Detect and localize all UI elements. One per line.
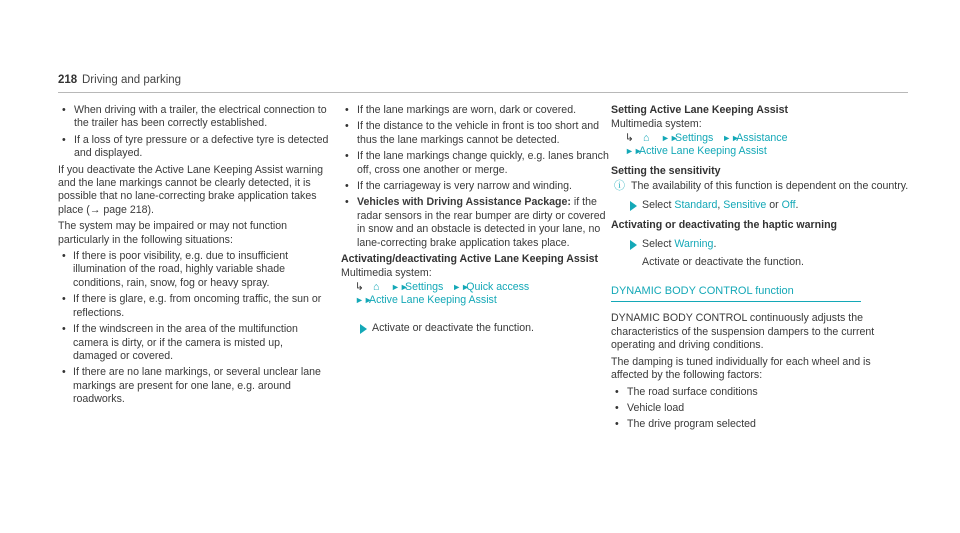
- chevron-right-icon: ►►: [391, 281, 409, 292]
- select-label: Select: [642, 199, 675, 212]
- section-heading: Activating/deactivating Active Lane Keeping Assist: [341, 253, 599, 266]
- column-2: [341, 104, 613, 339]
- list-item: • If the carriageway is very narrow and winding.: [341, 180, 613, 193]
- list-item: • If there is glare, e.g. from oncoming traffic, the sun or reflections.: [58, 293, 330, 320]
- bullet-list: [58, 250, 330, 406]
- list-item: • When driving with a trailer, the electrical connection to the trailer has been correctly established.: [58, 104, 330, 131]
- action-text: Activate or deactivate the function.: [372, 321, 534, 334]
- home-icon: ⌂: [643, 131, 650, 144]
- select-label: Select: [642, 238, 675, 251]
- option-standard[interactable]: Standard: [674, 199, 718, 212]
- list-item: • If the lane markings change quickly, e.g. lanes branch off, cross one another or merge.: [341, 150, 613, 177]
- option-sensitive[interactable]: Sensitive: [723, 199, 767, 212]
- bullet-list: [341, 104, 613, 250]
- separator: .: [795, 199, 799, 212]
- list-item: • The road surface conditions: [611, 386, 911, 399]
- separator: .: [713, 238, 717, 251]
- chevron-right-icon: ►►: [661, 132, 679, 143]
- path-lane-assist[interactable]: Active Lane Keeping Assist: [639, 145, 767, 158]
- separator: ,: [717, 199, 724, 212]
- section-title: DYNAMIC BODY CONTROL function: [611, 285, 861, 302]
- action-triangle-icon: [630, 201, 637, 211]
- separator: or: [766, 199, 782, 212]
- bullet-list-top: [58, 104, 330, 161]
- chevron-right-icon: ►►: [355, 295, 373, 306]
- action-step: [611, 199, 911, 212]
- note-text: The availability of this function is dependent on the country.: [631, 180, 909, 193]
- info-note: [611, 180, 911, 193]
- menu-path: [611, 132, 911, 145]
- path-assistance[interactable]: Assistance: [736, 131, 788, 144]
- list-item: • If the windscreen in the area of the multifunction camera is dirty, or if the camera is misted up, damaged or covered.: [58, 323, 330, 363]
- list-item: • If the distance to the vehicle in front is too short and thus the lane markings cannot be detected.: [341, 120, 613, 147]
- multimedia-label: Multimedia system:: [341, 267, 432, 280]
- path-settings[interactable]: Settings: [405, 280, 444, 293]
- action-triangle-icon: [630, 240, 637, 250]
- column-1: [58, 104, 330, 410]
- page-number: 218: [58, 74, 78, 86]
- option-off[interactable]: Off: [781, 199, 796, 212]
- page-header: [58, 74, 908, 93]
- section-name: Driving and parking: [82, 74, 182, 86]
- list-item: • If the lane markings are worn, dark or covered.: [341, 104, 613, 117]
- list-item: • If there is poor visibility, e.g. due to insufficient illumination of the road, highly variable shade conditions, rain, snow, fog or heavy spray.: [58, 250, 330, 290]
- list-item: • Vehicle load: [611, 402, 911, 415]
- action-step: [611, 238, 911, 251]
- chevron-right-icon: ►►: [452, 281, 471, 292]
- list-item: • If a loss of tyre pressure or a defective tyre is detected and displayed.: [58, 134, 330, 161]
- menu-path: [341, 281, 613, 294]
- multimedia-label: Multimedia system:: [611, 118, 702, 131]
- paragraph: The system may be impaired or may not function particularly in the following situations:: [58, 220, 288, 246]
- option-warning[interactable]: Warning: [674, 238, 714, 251]
- package-label: Vehicles with Driving Assistance Package:: [357, 196, 571, 209]
- paragraph: If you deactivate the Active Lane Keeping Assist warning and the lane markings cannot be clearly detected, it is possible that no lane-correcting brake application takes place (→ page 218).: [58, 163, 324, 216]
- return-arrow-icon: ↳: [625, 131, 634, 144]
- list-item: • The drive program selected: [611, 418, 911, 431]
- paragraph: The damping is tuned individually for each wheel and is affected by the following factors:: [611, 355, 871, 382]
- list-item: [341, 196, 613, 250]
- section-heading: Activating or deactivating the haptic warning: [611, 218, 838, 231]
- paragraph: DYNAMIC BODY CONTROL continuously adjusts the characteristics of the suspension dampers to the current operating and driving conditions.: [611, 312, 875, 352]
- action-step: [341, 322, 613, 335]
- factor-list: [611, 386, 911, 432]
- return-arrow-icon: ↳: [355, 280, 364, 293]
- path-lane-assist[interactable]: Active Lane Keeping Assist: [369, 294, 497, 307]
- column-3: [611, 104, 911, 435]
- result-text: Activate or deactivate the function.: [642, 255, 804, 268]
- section-heading: Setting the sensitivity: [611, 164, 721, 177]
- chevron-right-icon: ►►: [625, 146, 643, 157]
- info-icon: ⓘ: [614, 180, 625, 193]
- package-text: if the radar sensors in the rear bumper are dirty or covered in snow and an obstacle is detected in your lane, no lane-correcting brake application takes place.: [357, 196, 606, 249]
- menu-path-continued: [611, 145, 911, 158]
- path-settings[interactable]: Settings: [675, 131, 714, 144]
- list-item: • If there are no lane markings, or several unclear lane markings are present for one lane, e.g. around roadworks.: [58, 366, 330, 406]
- home-icon: ⌂: [373, 280, 380, 293]
- action-triangle-icon: [360, 324, 367, 334]
- section-heading: Setting Active Lane Keeping Assist: [611, 104, 788, 116]
- path-quick-access[interactable]: Quick access: [466, 280, 530, 293]
- chevron-right-icon: ►►: [722, 132, 741, 143]
- menu-path-continued: [341, 294, 613, 307]
